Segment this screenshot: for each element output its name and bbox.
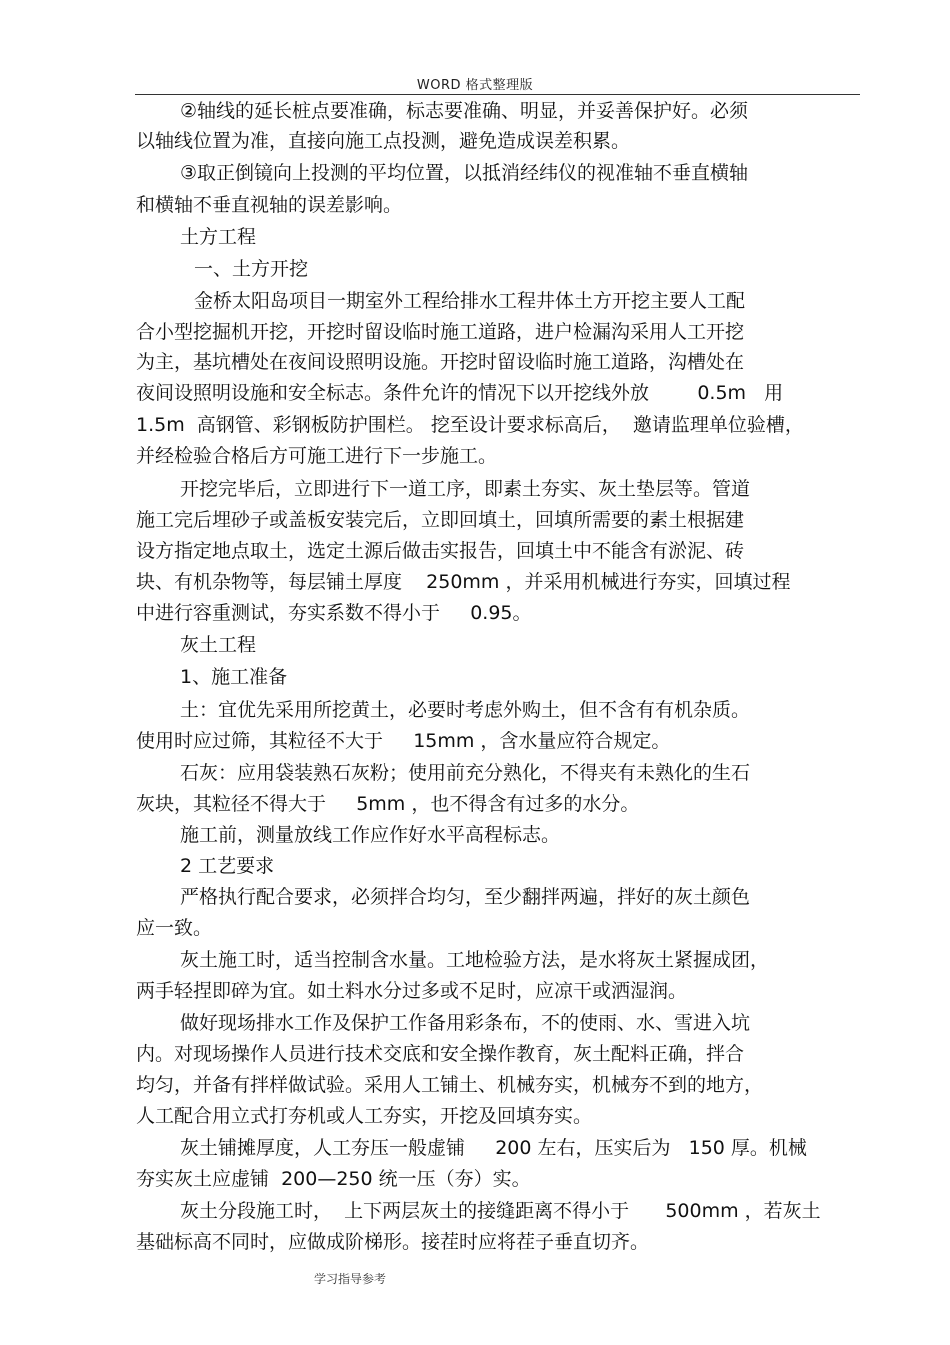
text-line: 1.5m 高钢管、彩钢板防护围栏。 挖至设计要求标高后， 邀请监理单位验槽， [136,414,804,436]
text-line: 施工完后埋砂子或盖板安装完后，立即回填土，回填所需要的素土根据建 [136,509,745,531]
text-line: 做好现场排水工作及保护工作备用彩条布，不的使雨、水、雪进入坑 [180,1012,751,1034]
text-line: 和横轴不垂直视轴的误差影响。 [136,194,403,216]
text-line: 开挖完毕后，立即进行下一道工序，即素土夯实、灰土垫层等。管道 [180,478,751,500]
section-heading: 一、土方开挖 [194,258,309,280]
text-line: 基础标高不同时，应做成阶梯形。接茬时应将茬子垂直切齐。 [136,1231,650,1253]
text-line: 使用时应过筛，其粒径不大于 15mm ，含水量应符合规定。 [136,730,671,752]
text-line: 土：宜优先采用所挖黄土，必要时考虑外购土，但不含有有机杂质。 [180,699,751,721]
page-header: WORD 格式整理版 [416,78,534,93]
text-line: ③取正倒镜向上投测的平均位置，以抵消经纬仪的视准轴不垂直横轴 [180,162,749,184]
text-line: 两手轻捏即碎为宜。如土料水分过多或不足时，应凉干或洒湿润。 [136,980,688,1002]
section-heading: 1、施工准备 [180,666,288,688]
text-line: 为主，基坑槽处在夜间设照明设施。开挖时留设临时施工道路，沟槽处在 [136,351,745,373]
section-heading: 土方工程 [180,226,257,248]
text-line: 并经检验合格后方可施工进行下一步施工。 [136,445,498,467]
text-line: 灰土铺摊厚度，人工夯压一般虚铺 200 左右，压实后为 150 厚。机械 [180,1137,807,1159]
text-line: 金桥太阳岛项目一期室外工程给排水工程井体土方开挖主要人工配 [194,290,746,312]
text-line: 设方指定地点取土，选定土源后做击实报告，回填土中不能含有淤泥、砖 [136,540,745,562]
text-line: 灰土施工时，适当控制含水量。工地检验方法，是水将灰土紧握成团， [180,949,770,971]
text-line: 石灰：应用袋装熟石灰粉；使用前充分熟化，不得夹有未熟化的生石 [180,762,751,784]
text-line: ②轴线的延长桩点要准确，标志要准确、明显，并妥善保护好。必须 [180,100,749,122]
text-line: 人工配合用立式打夯机或人工夯实，开挖及回填夯实。 [136,1105,593,1127]
text-line: 均匀，并备有拌样做试验。采用人工铺土、机械夯实，机械夯不到的地方， [136,1074,764,1096]
section-heading: 2 工艺要求 [180,855,275,877]
page-footer: 学习指导参考 [314,1272,387,1286]
text-line: 合小型挖掘机开挖，开挖时留设临时施工道路，进户检漏沟采用人工开挖 [136,321,745,343]
text-line: 中进行容重测试，夯实系数不得小于 0.95。 [136,602,532,624]
header-divider [135,94,860,95]
text-line: 内。对现场操作人员进行技术交底和安全操作教育，灰土配料正确，拌合 [136,1043,745,1065]
text-line: 施工前，测量放线工作应作好水平高程标志。 [180,824,561,846]
text-line: 严格执行配合要求，必须拌合均匀，至少翻拌两遍，拌好的灰土颜色 [180,886,751,908]
text-line: 块、有机杂物等，每层铺土厚度 250mm ，并采用机械进行夯实，回填过程 [136,571,791,593]
text-line: 应一致。 [136,917,213,939]
text-line: 灰块，其粒径不得大于 5mm ，也不得含有过多的水分。 [136,793,640,815]
text-line: 灰土分段施工时， 上下两层灰土的接缝距离不得小于 500mm ，若灰土 [180,1200,821,1222]
text-line: 夯实灰土应虚铺 200—250 统一压（夯）实。 [136,1168,531,1190]
text-line: 以轴线位置为准，直接向施工点投测，避免造成误差积累。 [136,130,631,152]
section-heading: 灰土工程 [180,634,257,656]
text-line: 夜间设照明设施和安全标志。条件允许的情况下以开挖线外放 0.5m 用 [136,382,784,404]
